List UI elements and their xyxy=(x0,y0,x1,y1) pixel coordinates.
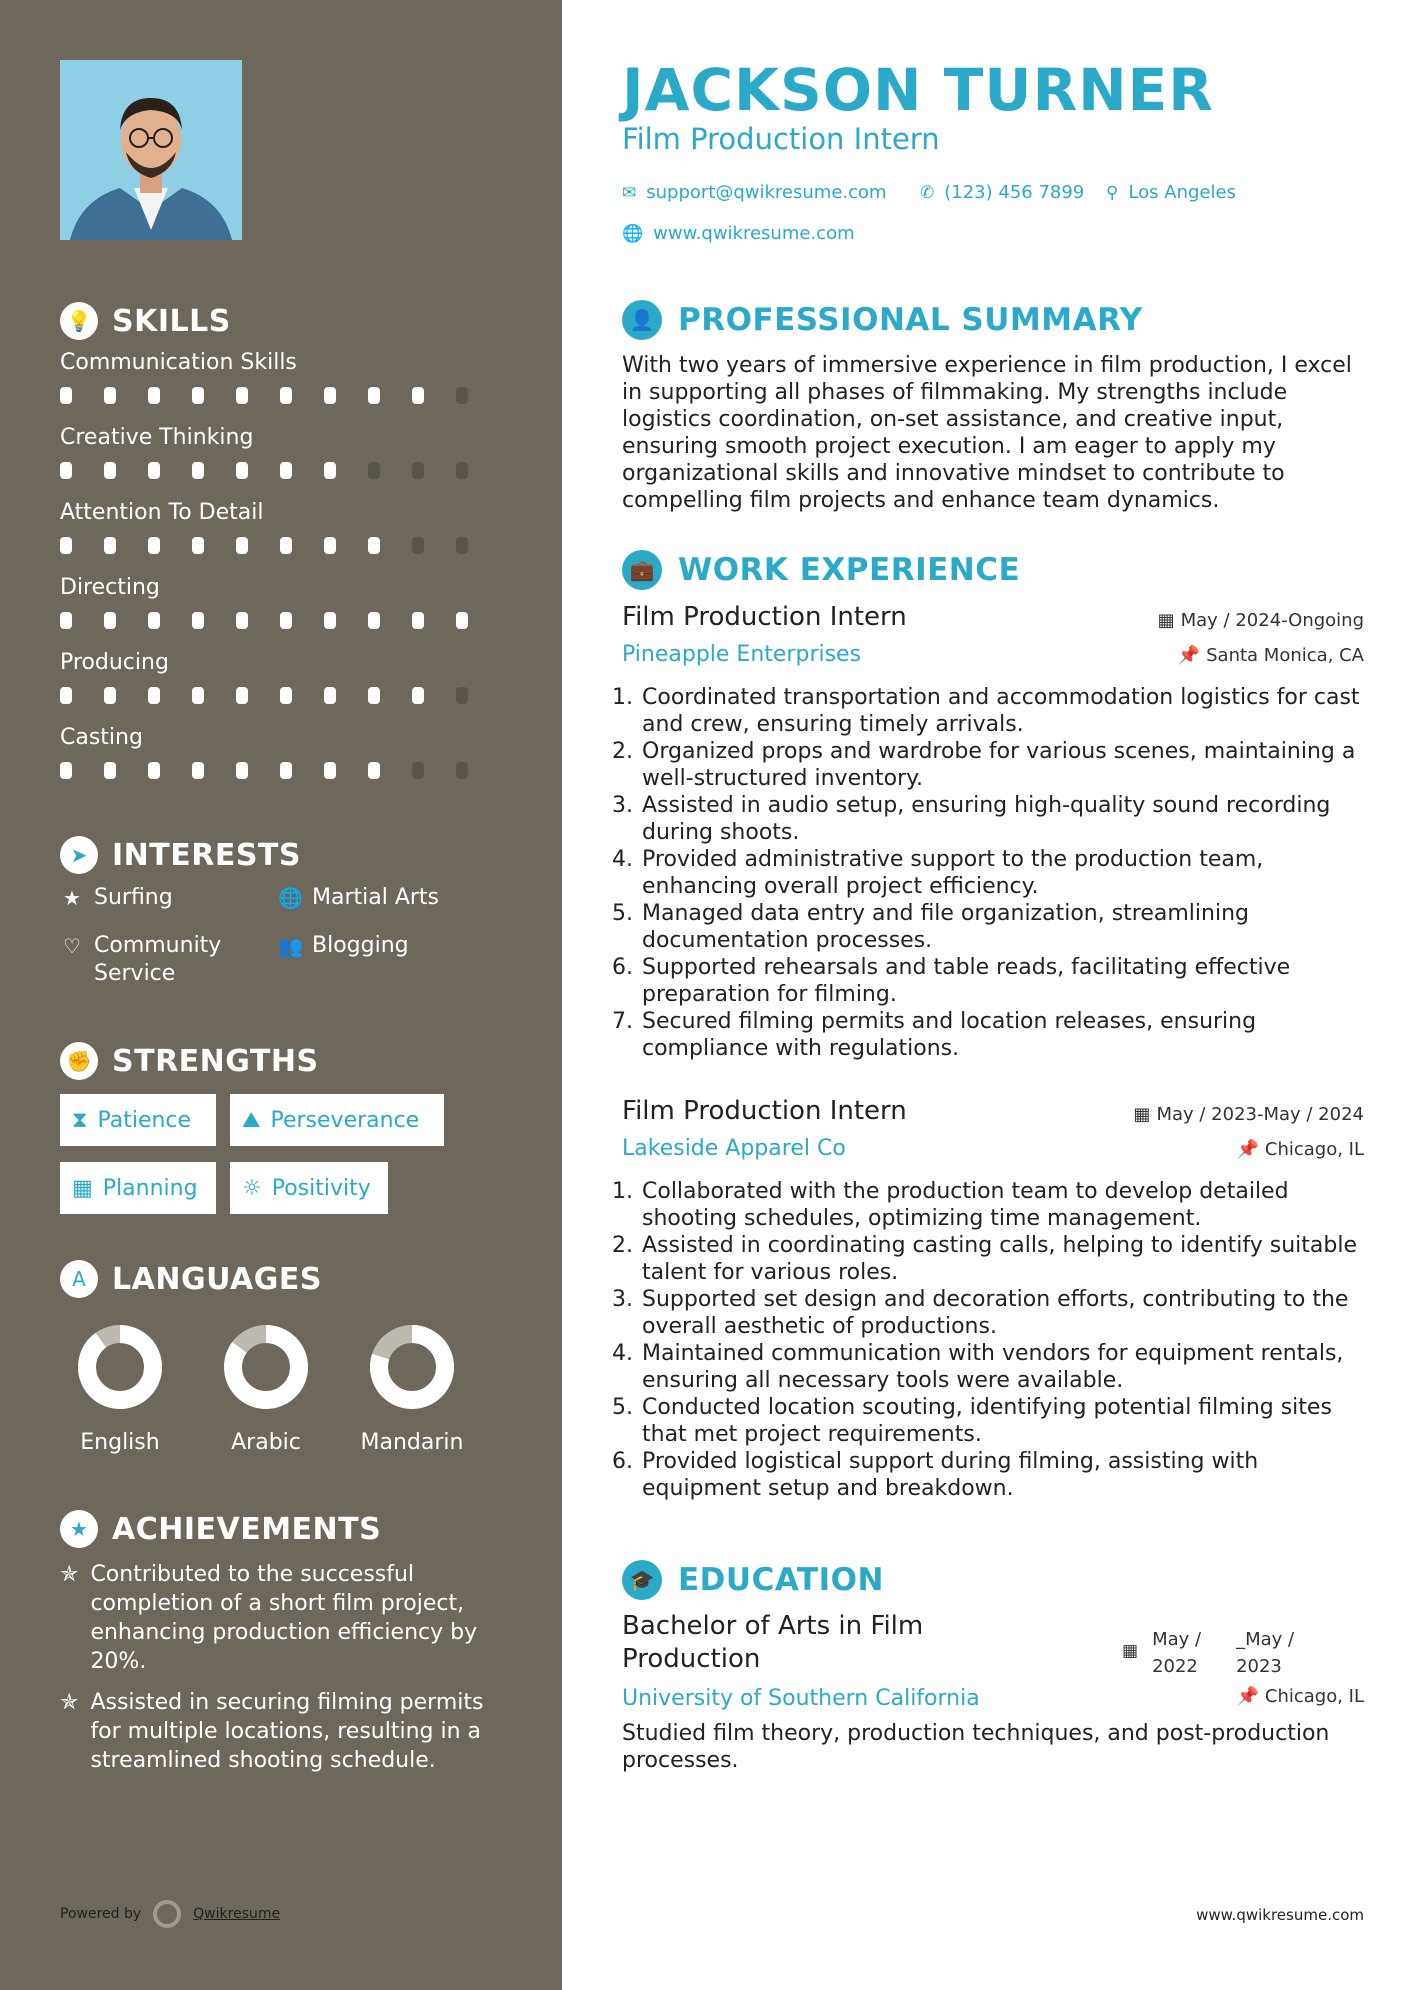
education-school: University of Southern California xyxy=(622,1686,980,1711)
skill-rating xyxy=(60,762,500,779)
rating-dot xyxy=(324,687,336,704)
user-icon: 👤 xyxy=(622,300,662,340)
interest-item: 👥 Blogging xyxy=(278,933,409,958)
skill-name: Directing xyxy=(60,575,160,600)
envelope-icon: ✉ xyxy=(622,182,637,203)
rating-dot xyxy=(236,387,248,404)
shooting-star-icon: ✯ xyxy=(60,1562,79,1587)
rating-dot xyxy=(236,537,248,554)
language-name: Arabic xyxy=(231,1430,301,1455)
rating-dot xyxy=(60,612,72,629)
sun-icon: ☼ xyxy=(242,1175,262,1201)
achievement-item: ✯ Contributed to the successful completion of a short film project, enhancing production efficiency by 20%. xyxy=(60,1562,478,1674)
achievement-item: ✯ Assisted in securing filming permits for multiple locations, resulting in a streamlined shooting schedule. xyxy=(60,1690,484,1773)
rating-dot xyxy=(104,687,116,704)
rating-dot xyxy=(104,462,116,479)
skill-item xyxy=(60,425,500,479)
job-bullet: 4. Provided administrative support to the production team, enhancing overall project efficiency. xyxy=(640,846,1364,900)
rating-dot xyxy=(192,462,204,479)
rating-dot xyxy=(280,687,292,704)
summary-text: With two years of immersive experience in film production, I excel in supporting all phases of filmmaking. My strengths include logistics coordination, on-set assistance, and creative input, ensuring smooth project execution. I am eager to apply my organizational skills and innovative mindset to contribute to compelling film projects and enhance team dynamics. xyxy=(622,353,1352,513)
skill-name: Producing xyxy=(60,650,169,675)
job-bullet: 7. Secured filming permits and location releases, ensuring compliance with regulations. xyxy=(640,1008,1364,1062)
achievements-heading: ★ ACHIEVEMENTS xyxy=(60,1510,381,1548)
skill-item xyxy=(60,350,500,404)
rating-dot xyxy=(60,462,72,479)
languages-heading: A LANGUAGES xyxy=(60,1260,322,1298)
fist-icon: ✊ xyxy=(60,1042,98,1080)
website-contact[interactable]: 🌐 www.qwikresume.com xyxy=(622,223,855,244)
skill-rating xyxy=(60,612,500,629)
rating-dot xyxy=(412,387,424,404)
shooting-star-icon: ✯ xyxy=(60,1690,79,1715)
candidate-name: JACKSON TURNER xyxy=(622,56,1214,124)
job-location: 📌 Chicago, IL xyxy=(1236,1139,1364,1160)
job-title: Film Production Intern xyxy=(622,1096,907,1126)
language-name: English xyxy=(80,1430,160,1455)
rating-dot xyxy=(368,387,380,404)
star-icon: ★ xyxy=(63,886,81,910)
rating-dot xyxy=(456,612,468,629)
job-bullet: 1. Collaborated with the production team to develop detailed shooting schedules, optimizing time management. xyxy=(640,1178,1364,1232)
skill-name: Casting xyxy=(60,725,143,750)
job-title: Film Production Intern xyxy=(622,602,907,632)
job-bullet: 5. Managed data entry and file organization, streamlining documentation processes. xyxy=(640,900,1364,954)
language-item xyxy=(206,1322,326,1455)
rating-dot xyxy=(148,387,160,404)
interest-item: ★ Surfing xyxy=(60,884,173,912)
rating-dot xyxy=(280,612,292,629)
rating-dot xyxy=(456,762,468,779)
skill-name: Communication Skills xyxy=(60,350,297,375)
skill-item xyxy=(60,650,500,704)
language-name: Mandarin xyxy=(360,1430,464,1455)
rating-dot xyxy=(324,612,336,629)
summary-heading: 👤 PROFESSIONAL SUMMARY xyxy=(622,300,1143,340)
rating-dot xyxy=(280,762,292,779)
strength-badge: ☼ Positivity xyxy=(230,1162,388,1214)
job-bullet: 3. Assisted in audio setup, ensuring high-quality sound recording during shoots. xyxy=(640,792,1364,846)
education-degree: Bachelor of Arts in Film Production xyxy=(622,1611,924,1674)
job-company: Lakeside Apparel Co xyxy=(622,1136,846,1161)
rating-dot xyxy=(192,537,204,554)
skill-name: Creative Thinking xyxy=(60,425,254,450)
rating-dot xyxy=(324,537,336,554)
rating-dot xyxy=(324,387,336,404)
rating-dot xyxy=(104,537,116,554)
skill-item xyxy=(60,500,500,554)
job-bullet: 3. Supported set design and decoration efforts, contributing to the overall aesthetic of productions. xyxy=(640,1286,1364,1340)
job-bullet: 5. Conducted location scouting, identifying potential filming sites that met project requirements. xyxy=(640,1394,1364,1448)
rating-dot xyxy=(280,387,292,404)
rating-dot xyxy=(104,387,116,404)
rating-dot xyxy=(412,762,424,779)
education-location: 📌 Chicago, IL xyxy=(1236,1686,1364,1707)
skill-item xyxy=(60,725,500,779)
rating-dot xyxy=(412,462,424,479)
calendar-icon: ▦ xyxy=(1157,610,1175,631)
calendar-icon: ▦ xyxy=(72,1175,93,1201)
rating-dot xyxy=(236,462,248,479)
rating-dot xyxy=(148,612,160,629)
job-location: 📌 Santa Monica, CA xyxy=(1177,645,1364,666)
rating-dot xyxy=(60,387,72,404)
skill-rating xyxy=(60,687,500,704)
pin-icon: 📌 xyxy=(1236,1686,1259,1707)
rating-dot xyxy=(60,687,72,704)
strength-badge: ▦ Planning xyxy=(60,1162,216,1214)
rating-dot xyxy=(324,762,336,779)
job-bullet: 2. Organized props and wardrobe for various scenes, maintaining a well-structured inventory. xyxy=(640,738,1364,792)
skill-rating xyxy=(60,462,500,479)
rating-dot xyxy=(280,462,292,479)
phone-icon: ✆ xyxy=(920,182,935,203)
paper-plane-icon: ➤ xyxy=(60,836,98,874)
pin-icon: 📌 xyxy=(1177,645,1201,666)
job-date: ▦ May / 2024-Ongoing xyxy=(1157,610,1364,631)
interest-item: 🌐 Martial Arts xyxy=(278,885,440,910)
qwikresume-logo-icon xyxy=(153,1900,181,1928)
rating-dot xyxy=(60,762,72,779)
road-icon: ⛰ xyxy=(242,1107,261,1133)
globe-icon: 🌐 xyxy=(278,886,303,910)
rating-dot xyxy=(368,612,380,629)
language-item xyxy=(60,1322,180,1455)
rating-dot xyxy=(412,537,424,554)
graduation-icon: 🎓 xyxy=(622,1560,662,1600)
sidebar xyxy=(0,0,562,1990)
rating-dot xyxy=(236,612,248,629)
briefcase-icon: 💼 xyxy=(622,550,662,590)
rating-dot xyxy=(280,537,292,554)
users-icon: 👥 xyxy=(278,934,303,958)
job-date: ▦ May / 2023-May / 2024 xyxy=(1133,1104,1364,1125)
rating-dot xyxy=(236,687,248,704)
job-bullet: 2. Assisted in coordinating casting calls, helping to identify suitable talent for various roles. xyxy=(640,1232,1364,1286)
rating-dot xyxy=(368,762,380,779)
job-bullet: 6. Provided logistical support during filming, assisting with equipment setup and breakdown. xyxy=(640,1448,1364,1502)
job-bullet: 1. Coordinated transportation and accommodation logistics for cast and crew, ensuring timely arrivals. xyxy=(640,684,1364,738)
rating-dot xyxy=(324,462,336,479)
rating-dot xyxy=(412,687,424,704)
education-heading: 🎓 EDUCATION xyxy=(622,1560,884,1600)
language-ring xyxy=(75,1322,165,1412)
email-contact[interactable]: ✉ support@qwikresume.com xyxy=(622,182,887,203)
rating-dot xyxy=(148,687,160,704)
rating-dot xyxy=(148,462,160,479)
strength-badge: ⛰ Perseverance xyxy=(230,1094,444,1146)
rating-dot xyxy=(456,462,468,479)
rating-dot xyxy=(236,762,248,779)
pin-icon: 📌 xyxy=(1236,1139,1259,1160)
interest-item: ♡ Community Service xyxy=(60,932,221,988)
skill-rating xyxy=(60,387,500,404)
job-bullets xyxy=(622,684,1364,1062)
rating-dot xyxy=(192,612,204,629)
rating-dot xyxy=(192,762,204,779)
map-pin-icon: ⚲ xyxy=(1106,182,1119,203)
rating-dot xyxy=(192,387,204,404)
job-bullets xyxy=(622,1178,1364,1502)
globe-icon: 🌐 xyxy=(622,223,644,244)
rating-dot xyxy=(368,462,380,479)
job-bullet: 6. Supported rehearsals and table reads, facilitating effective preparation for filming. xyxy=(640,954,1364,1008)
footer-url[interactable]: www.qwikresume.com xyxy=(1196,1906,1364,1924)
calendar-icon: ▦ xyxy=(1133,1104,1151,1125)
heart-outline-icon: ♡ xyxy=(63,934,81,958)
trophy-icon: ★ xyxy=(60,1510,98,1548)
rating-dot xyxy=(368,537,380,554)
skills-heading: 💡 SKILLS xyxy=(60,302,231,340)
rating-dot xyxy=(104,612,116,629)
skill-item xyxy=(60,575,500,629)
rating-dot xyxy=(456,387,468,404)
rating-dot xyxy=(148,537,160,554)
rating-dot xyxy=(368,687,380,704)
brand-link[interactable]: Qwikresume xyxy=(193,1906,281,1922)
job-bullet: 4. Maintained communication with vendors for equipment rentals, ensuring all necessary tools were available. xyxy=(640,1340,1364,1394)
language-ring xyxy=(367,1322,457,1412)
rating-dot xyxy=(104,762,116,779)
experience-heading: 💼 WORK EXPERIENCE xyxy=(622,550,1020,590)
rating-dot xyxy=(456,687,468,704)
language-ring xyxy=(221,1322,311,1412)
phone-contact[interactable]: ✆ (123) 456 7899 xyxy=(920,182,1085,203)
translate-icon: A xyxy=(60,1260,98,1298)
location-contact: ⚲ Los Angeles xyxy=(1106,182,1236,203)
powered-by: Powered by Qwikresume xyxy=(60,1900,280,1928)
calendar-icon: ▦ xyxy=(1122,1641,1139,1661)
rating-dot xyxy=(148,762,160,779)
profile-photo xyxy=(60,60,242,240)
skill-rating xyxy=(60,537,500,554)
strengths-heading: ✊ STRENGTHS xyxy=(60,1042,319,1080)
rating-dot xyxy=(60,537,72,554)
rating-dot xyxy=(192,687,204,704)
education-dates: ▦ May / 2022 _May / 2023 xyxy=(1122,1626,1294,1680)
skill-name: Attention To Detail xyxy=(60,500,264,525)
interests-heading: ➤ INTERESTS xyxy=(60,836,301,874)
education-description: Studied film theory, production techniques, and post-production processes. xyxy=(622,1721,1330,1773)
lightbulb-icon: 💡 xyxy=(60,302,98,340)
rating-dot xyxy=(412,612,424,629)
ring-fill xyxy=(87,1334,153,1400)
hourglass-icon: ⧗ xyxy=(72,1107,88,1133)
language-item xyxy=(352,1322,472,1455)
strength-badge: ⧗ Patience xyxy=(60,1094,216,1146)
job-company: Pineapple Enterprises xyxy=(622,642,862,667)
candidate-role: Film Production Intern xyxy=(622,122,940,156)
rating-dot xyxy=(456,537,468,554)
